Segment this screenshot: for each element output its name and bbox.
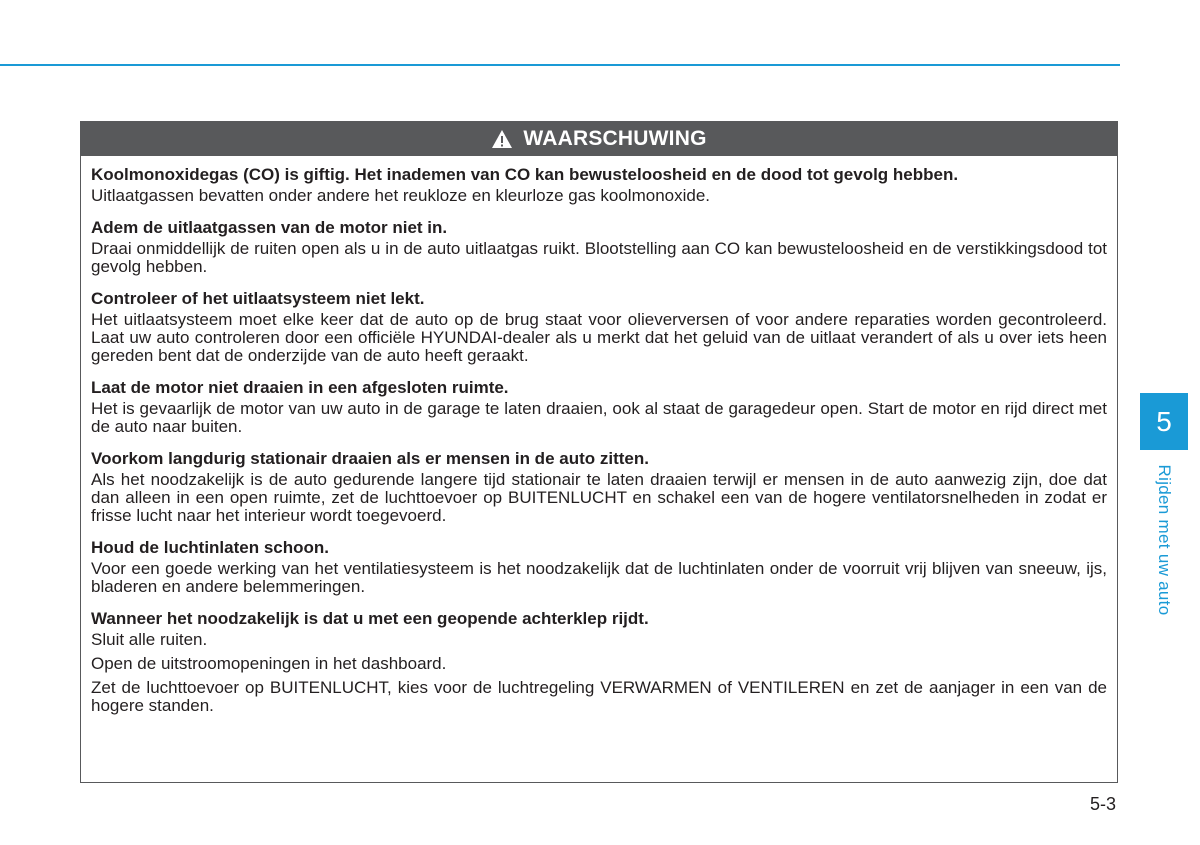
section-title: Houd de luchtinlaten schoon. [91, 538, 329, 557]
section-title: Koolmonoxidegas (CO) is giftig. Het inademen van CO kan bewusteloosheid en de dood tot gevolg hebben. [91, 165, 959, 184]
section-paragraph: Als het noodzakelijk is de auto gedurende langere tijd stationair te laten draaien terwijl er mensen in de auto aanwezig zijn, doe dat dan alleen in een open ruimte, zet de luchttoevoer op BUITENLUCHT en schakel een van de hogere ventilatorsnelheden in zodat er frisse lucht naar het interieur wordt toegevoerd. [91, 470, 1107, 525]
section-paragraph: Open de uitstroomopeningen in het dashboard. [91, 654, 447, 673]
section-title: Laat de motor niet draaien in een afgesloten ruimte. [91, 378, 509, 397]
section-title: Adem de uitlaatgassen van de motor niet in. [91, 218, 448, 237]
section-paragraph: Draai onmiddellijk de ruiten open als u in de auto uitlaatgas ruikt. Blootstelling aan CO kan bewusteloosheid en de verstikkingsdood tot gevolg hebben. [91, 239, 1107, 276]
section-idling [91, 449, 1107, 525]
top-rule [0, 64, 1120, 66]
warning-header [81, 122, 1117, 156]
section-open-tailgate [91, 609, 1107, 715]
section-title: Controleer of het uitlaatsysteem niet lekt. [91, 289, 425, 308]
warning-box [80, 121, 1118, 783]
section-closed-space [91, 378, 1107, 436]
section-check-exhaust [91, 289, 1107, 365]
warning-triangle-icon [491, 129, 513, 149]
section-air-inlets [91, 538, 1107, 596]
section-paragraph: Het is gevaarlijk de motor van uw auto in de garage te laten draaien, ook al staat de garagedeur open. Start de motor en rijd direct met de auto naar buiten. [91, 399, 1107, 436]
section-title: Wanneer het noodzakelijk is dat u met een geopende achterklep rijdt. [91, 609, 649, 628]
warning-body [81, 156, 1117, 715]
section-paragraph: Sluit alle ruiten. [91, 630, 208, 649]
section-paragraph: Voor een goede werking van het ventilatiesysteem is het noodzakelijk dat de luchtinlaten onder de voorruit vrij blijven van sneeuw, ijs, bladeren en andere belemmeringen. [91, 559, 1107, 596]
chapter-label: Rijden met uw auto [1155, 464, 1174, 616]
section-co-toxic [91, 165, 1107, 205]
page-number: 5-3 [1089, 794, 1116, 814]
chapter-number-tab: 5 [1140, 393, 1188, 450]
section-paragraph: Zet de luchttoevoer op BUITENLUCHT, kies voor de luchtregeling VERWARMEN of VENTILEREN en zet de aanjager in een van de hogere standen. [91, 678, 1107, 715]
section-paragraph: Het uitlaatsysteem moet elke keer dat de auto op de brug staat voor olieverversen of voor andere reparaties worden gecontroleerd. Laat uw auto controleren door een officiële HYUNDAI-dealer als u merkt dat het geluid van de uitlaat verandert of als u over iets heen gereden bent dat de onderzijde van de auto heeft geraakt. [91, 310, 1107, 365]
section-do-not-inhale [91, 218, 1107, 276]
section-paragraph: Uitlaatgassen bevatten onder andere het reukloze en kleurloze gas koolmonoxide. [91, 186, 711, 205]
warning-title: WAARSCHUWING [523, 127, 707, 150]
section-title: Voorkom langdurig stationair draaien als er mensen in de auto zitten. [91, 449, 649, 468]
